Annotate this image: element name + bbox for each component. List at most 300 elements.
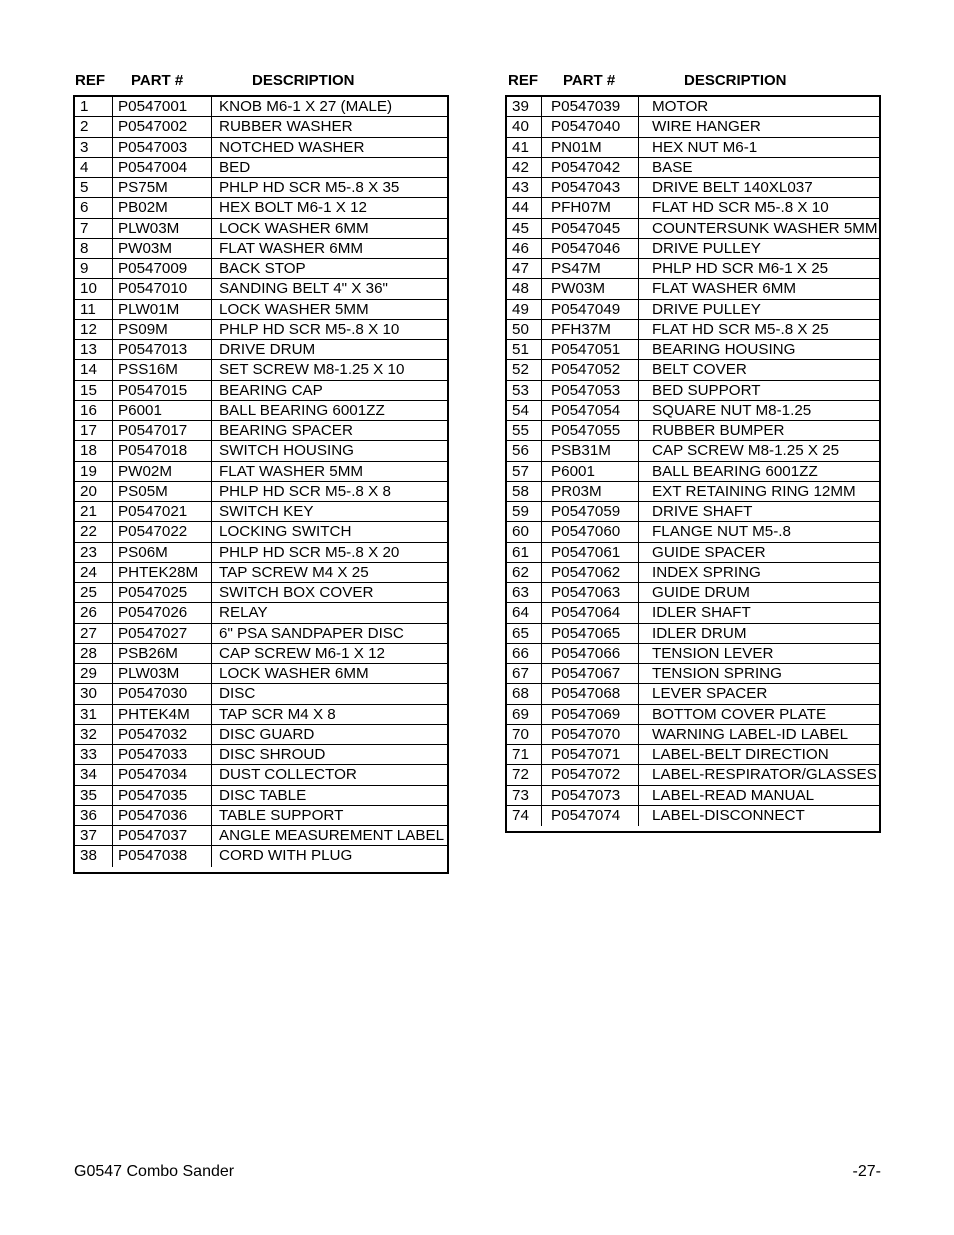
ref-cell: 19 [75, 462, 113, 481]
part-number-cell: P0547073 [542, 786, 639, 805]
description-cell: DISC SHROUD [219, 746, 326, 763]
ref-cell: 70 [507, 725, 542, 744]
part-number-cell: PLW03M [113, 219, 212, 238]
ref-cell: 66 [507, 644, 542, 663]
ref-cell: 14 [75, 360, 113, 379]
part-number-cell: P0547063 [542, 583, 639, 602]
table-row [507, 138, 879, 158]
description-cell: BASE [652, 158, 693, 176]
part-header: PART # [131, 72, 184, 89]
ref-header: REF [508, 72, 538, 89]
description-cell: MOTOR [652, 98, 709, 115]
table-row [507, 482, 879, 502]
table-row [507, 421, 879, 441]
description-cell: PHLP HD SCR M5-.8 X 10 [219, 320, 400, 338]
part-number-cell: P0547025 [113, 583, 212, 602]
part-number-cell: P0547068 [542, 684, 639, 703]
ref-cell: 12 [75, 320, 113, 339]
description-cell: TAP SCR M4 X 8 [219, 705, 336, 723]
table-row [75, 381, 447, 401]
description-cell: WARNING LABEL-ID LABEL [652, 725, 849, 743]
description-cell: TENSION SPRING [652, 665, 782, 682]
description-cell: LOCKING SWITCH [219, 523, 352, 541]
ref-cell: 74 [507, 806, 542, 826]
ref-cell: 45 [507, 219, 542, 238]
table-row [75, 563, 447, 583]
part-number-cell: PN01M [542, 138, 639, 157]
ref-cell: 47 [507, 259, 542, 278]
ref-cell: 22 [75, 522, 113, 541]
ref-cell: 65 [507, 624, 542, 643]
part-number-cell: P0547033 [113, 745, 212, 764]
part-number-cell: P0547059 [542, 502, 639, 521]
part-number-cell: PB02M [113, 198, 212, 217]
description-cell: SWITCH KEY [219, 503, 314, 520]
part-number-cell: PS09M [113, 320, 212, 339]
table-row [507, 360, 879, 380]
ref-cell: 46 [507, 239, 542, 258]
table-row [507, 563, 879, 583]
description-cell: EXT RETAINING RING 12MM [652, 482, 856, 500]
ref-cell: 34 [75, 765, 113, 784]
ref-cell: 9 [75, 259, 113, 278]
table-row [75, 543, 447, 563]
description-cell: LEVER SPACER [652, 685, 768, 703]
part-number-cell: P0547030 [113, 684, 212, 703]
part-number-cell: P0547067 [542, 664, 639, 683]
description-cell: FLAT WASHER 6MM [652, 280, 797, 298]
table-row [75, 522, 447, 542]
part-number-cell: PR03M [542, 482, 639, 501]
part-number-cell: PLW01M [113, 300, 212, 319]
table-row [75, 624, 447, 644]
ref-cell: 60 [507, 522, 542, 541]
part-number-cell: PS06M [113, 543, 212, 562]
table-row [507, 158, 879, 178]
table-row [507, 198, 879, 218]
description-cell: RUBBER BUMPER [652, 422, 785, 439]
ref-cell: 36 [75, 806, 113, 825]
ref-cell: 57 [507, 462, 542, 481]
ref-cell: 6 [75, 198, 113, 217]
description-cell: LOCK WASHER 5MM [219, 300, 369, 318]
part-number-cell: P0547049 [542, 300, 639, 319]
part-number-cell: P0547070 [542, 725, 639, 744]
ref-cell: 13 [75, 340, 113, 359]
part-number-cell: P0547038 [113, 846, 212, 866]
description-cell: LABEL-BELT DIRECTION [652, 746, 829, 763]
part-number-cell: P0547015 [113, 381, 212, 400]
part-number-cell: P0547045 [542, 219, 639, 238]
ref-cell: 2 [75, 117, 113, 136]
description-cell: DRIVE PULLEY [652, 300, 761, 318]
table-row [507, 340, 879, 360]
table-row [75, 279, 447, 299]
table-row [75, 684, 447, 704]
part-number-cell: PS05M [113, 482, 212, 501]
description-cell: LABEL-DISCONNECT [652, 806, 805, 824]
ref-cell: 7 [75, 219, 113, 238]
part-number-cell: P0547009 [113, 259, 212, 278]
table-row [507, 705, 879, 725]
table-row [507, 320, 879, 340]
part-number-cell: P6001 [113, 401, 212, 420]
table-row [75, 846, 447, 866]
description-cell: FLAT WASHER 5MM [219, 462, 364, 480]
part-number-cell: P0547052 [542, 360, 639, 379]
part-number-cell: P0547037 [113, 826, 212, 845]
ref-cell: 32 [75, 725, 113, 744]
ref-cell: 69 [507, 705, 542, 724]
ref-cell: 17 [75, 421, 113, 440]
ref-cell: 24 [75, 563, 113, 582]
table-row [507, 279, 879, 299]
description-cell: BALL BEARING 6001ZZ [652, 462, 818, 480]
table-row [75, 786, 447, 806]
part-number-cell: P0547021 [113, 502, 212, 521]
part-number-cell: P0547061 [542, 543, 639, 562]
ref-cell: 16 [75, 401, 113, 420]
ref-header: REF [75, 72, 105, 89]
ref-cell: 35 [75, 786, 113, 805]
ref-cell: 58 [507, 482, 542, 501]
part-number-cell: PS47M [542, 259, 639, 278]
description-cell: DRIVE SHAFT [652, 503, 753, 520]
part-number-cell: P0547040 [542, 117, 639, 136]
table-row [507, 117, 879, 137]
description-cell: SET SCREW M8-1.25 X 10 [219, 361, 405, 379]
ref-cell: 15 [75, 381, 113, 400]
ref-cell: 56 [507, 441, 542, 460]
description-cell: PHLP HD SCR M5-.8 X 20 [219, 543, 400, 561]
table-row [75, 664, 447, 684]
table-row [75, 603, 447, 623]
part-number-cell: PLW03M [113, 664, 212, 683]
table-row [75, 97, 447, 117]
table-row [507, 259, 879, 279]
part-number-cell: P0547072 [542, 765, 639, 784]
description-cell: CORD WITH PLUG [219, 847, 353, 865]
part-number-cell: PHTEK4M [113, 705, 212, 724]
description-cell: PHLP HD SCR M5-.8 X 35 [219, 179, 400, 196]
table-row [75, 441, 447, 461]
part-number-cell: P0547065 [542, 624, 639, 643]
description-cell: SWITCH BOX COVER [219, 584, 374, 601]
description-cell: SWITCH HOUSING [219, 442, 354, 460]
ref-cell: 26 [75, 603, 113, 622]
description-cell: BOTTOM COVER PLATE [652, 705, 827, 723]
description-header: DESCRIPTION [684, 72, 787, 89]
description-cell: LOCK WASHER 6MM [219, 219, 369, 237]
table-row [75, 178, 447, 198]
part-number-cell: P0547060 [542, 522, 639, 541]
ref-cell: 25 [75, 583, 113, 602]
table-row [75, 239, 447, 259]
description-cell: IDLER DRUM [652, 624, 747, 642]
table-row [75, 198, 447, 218]
ref-cell: 48 [507, 279, 542, 298]
table-row [507, 219, 879, 239]
table-row [507, 300, 879, 320]
table-row [75, 259, 447, 279]
ref-cell: 11 [75, 300, 113, 319]
part-number-cell: P0547004 [113, 158, 212, 177]
ref-cell: 5 [75, 178, 113, 197]
description-cell: LABEL-RESPIRATOR/GLASSES [652, 766, 877, 784]
ref-cell: 61 [507, 543, 542, 562]
ref-cell: 44 [507, 198, 542, 217]
ref-cell: 39 [507, 97, 542, 116]
table-row [507, 381, 879, 401]
table-row [507, 644, 879, 664]
table-row [75, 117, 447, 137]
part-number-cell: P0547054 [542, 401, 639, 420]
page-number: -27- [852, 1163, 881, 1180]
part-number-cell: P0547035 [113, 786, 212, 805]
table-row [507, 441, 879, 461]
part-number-cell: P6001 [542, 462, 639, 481]
table-row [507, 765, 879, 785]
description-cell: DRIVE PULLEY [652, 239, 761, 257]
parts-table-left [73, 95, 449, 874]
ref-cell: 67 [507, 664, 542, 683]
description-cell: HEX NUT M6-1 [652, 138, 758, 156]
table-row [75, 401, 447, 421]
description-cell: PHLP HD SCR M6-1 X 25 [652, 260, 829, 277]
table-row [507, 664, 879, 684]
table-row [75, 158, 447, 178]
description-cell: TAP SCREW M4 X 25 [219, 563, 369, 581]
part-number-cell: P0547043 [542, 178, 639, 197]
ref-cell: 37 [75, 826, 113, 845]
ref-cell: 8 [75, 239, 113, 258]
part-number-cell: P0547013 [113, 340, 212, 359]
ref-cell: 72 [507, 765, 542, 784]
description-cell: PHLP HD SCR M5-.8 X 8 [219, 482, 391, 500]
description-cell: SANDING BELT 4" X 36" [219, 280, 388, 298]
description-cell: BEARING HOUSING [652, 341, 796, 358]
ref-cell: 1 [75, 97, 113, 116]
part-number-cell: PW03M [542, 279, 639, 298]
description-cell: GUIDE DRUM [652, 584, 750, 601]
part-number-cell: PFH37M [542, 320, 639, 339]
description-cell: SQUARE NUT M8-1.25 [652, 401, 812, 419]
description-cell: FLAT HD SCR M5-.8 X 10 [652, 199, 829, 217]
ref-cell: 31 [75, 705, 113, 724]
description-cell: BALL BEARING 6001ZZ [219, 401, 385, 419]
part-number-cell: P0547032 [113, 725, 212, 744]
part-number-cell: PFH07M [542, 198, 639, 217]
part-number-cell: P0547051 [542, 340, 639, 359]
table-row [507, 624, 879, 644]
description-cell: BEARING SPACER [219, 422, 353, 439]
part-number-cell: P0547055 [542, 421, 639, 440]
part-number-cell: P0547062 [542, 563, 639, 582]
part-header: PART # [563, 72, 616, 89]
description-cell: 6" PSA SANDPAPER DISC [219, 624, 404, 642]
ref-cell: 40 [507, 117, 542, 136]
description-cell: DISC [219, 685, 256, 703]
ref-cell: 49 [507, 300, 542, 319]
table-row [75, 340, 447, 360]
table-row [507, 97, 879, 117]
ref-cell: 54 [507, 401, 542, 420]
ref-cell: 28 [75, 644, 113, 663]
table-row [75, 482, 447, 502]
table-row [75, 705, 447, 725]
table-row [507, 806, 879, 826]
part-number-cell: P0547017 [113, 421, 212, 440]
part-number-cell: P0547042 [542, 158, 639, 177]
ref-cell: 64 [507, 603, 542, 622]
ref-cell: 30 [75, 684, 113, 703]
table-row [75, 360, 447, 380]
description-cell: IDLER SHAFT [652, 604, 751, 622]
description-header: DESCRIPTION [252, 72, 355, 89]
part-number-cell: P0547046 [542, 239, 639, 258]
description-cell: DRIVE BELT 140XL037 [652, 179, 813, 196]
description-cell: FLAT HD SCR M5-.8 X 25 [652, 320, 829, 338]
part-number-cell: P0547069 [542, 705, 639, 724]
description-cell: CAP SCREW M6-1 X 12 [219, 644, 385, 662]
description-cell: COUNTERSUNK WASHER 5MM [652, 219, 878, 237]
ref-cell: 62 [507, 563, 542, 582]
table-row [75, 421, 447, 441]
table-row [75, 502, 447, 522]
part-number-cell: PHTEK28M [113, 563, 212, 582]
table-row [75, 462, 447, 482]
description-cell: INDEX SPRING [652, 563, 761, 581]
table-row [75, 138, 447, 158]
part-number-cell: PSB31M [542, 441, 639, 460]
ref-cell: 20 [75, 482, 113, 501]
description-cell: DISC TABLE [219, 786, 307, 804]
table-row [507, 462, 879, 482]
table-row [507, 725, 879, 745]
ref-cell: 29 [75, 664, 113, 683]
table-row [507, 583, 879, 603]
table-row [75, 826, 447, 846]
ref-cell: 53 [507, 381, 542, 400]
description-cell: TENSION LEVER [652, 644, 774, 662]
description-cell: RUBBER WASHER [219, 118, 353, 136]
part-number-cell: P0547018 [113, 441, 212, 460]
part-number-cell: PSS16M [113, 360, 212, 379]
description-cell: KNOB M6-1 X 27 (MALE) [219, 98, 393, 115]
part-number-cell: P0547010 [113, 279, 212, 298]
ref-cell: 71 [507, 745, 542, 764]
ref-cell: 18 [75, 441, 113, 460]
description-cell: BEARING CAP [219, 381, 323, 399]
ref-cell: 63 [507, 583, 542, 602]
part-number-cell: P0547026 [113, 603, 212, 622]
part-number-cell: PW03M [113, 239, 212, 258]
ref-cell: 59 [507, 502, 542, 521]
description-cell: ANGLE MEASUREMENT LABEL [219, 827, 445, 844]
right-column-headers [0, 72, 954, 90]
description-cell: BED [219, 158, 251, 176]
description-cell: BELT COVER [652, 361, 747, 379]
part-number-cell: PW02M [113, 462, 212, 481]
part-number-cell: P0547022 [113, 522, 212, 541]
description-cell: BED SUPPORT [652, 381, 761, 399]
ref-cell: 27 [75, 624, 113, 643]
table-row [507, 786, 879, 806]
ref-cell: 68 [507, 684, 542, 703]
description-cell: DISC GUARD [219, 725, 315, 743]
description-cell: DRIVE DRUM [219, 341, 316, 358]
description-cell: LOCK WASHER 6MM [219, 665, 369, 682]
ref-cell: 51 [507, 340, 542, 359]
part-number-cell: P0547036 [113, 806, 212, 825]
ref-cell: 43 [507, 178, 542, 197]
table-row [507, 522, 879, 542]
part-number-cell: P0547066 [542, 644, 639, 663]
description-cell: BACK STOP [219, 260, 306, 277]
part-number-cell: P0547053 [542, 381, 639, 400]
table-row [507, 684, 879, 704]
part-number-cell: P0547039 [542, 97, 639, 116]
table-row [507, 239, 879, 259]
part-number-cell: P0547074 [542, 806, 639, 826]
description-cell: FLANGE NUT M5-.8 [652, 523, 791, 541]
description-cell: CAP SCREW M8-1.25 X 25 [652, 442, 840, 460]
ref-cell: 4 [75, 158, 113, 177]
description-cell: NOTCHED WASHER [219, 138, 365, 156]
table-row [75, 583, 447, 603]
table-row [507, 543, 879, 563]
table-row [75, 300, 447, 320]
table-row [507, 502, 879, 522]
ref-cell: 55 [507, 421, 542, 440]
ref-cell: 42 [507, 158, 542, 177]
table-row [75, 745, 447, 765]
ref-cell: 73 [507, 786, 542, 805]
part-number-cell: PS75M [113, 178, 212, 197]
table-row [75, 725, 447, 745]
description-cell: FLAT WASHER 6MM [219, 239, 364, 257]
parts-table-right [505, 95, 881, 833]
table-row [507, 401, 879, 421]
description-cell: TABLE SUPPORT [219, 806, 344, 824]
description-cell: HEX BOLT M6-1 X 12 [219, 199, 367, 217]
description-cell: LABEL-READ MANUAL [652, 786, 815, 804]
table-row [75, 765, 447, 785]
part-number-cell: P0547003 [113, 138, 212, 157]
ref-cell: 33 [75, 745, 113, 764]
part-number-cell: P0547064 [542, 603, 639, 622]
footer-title: G0547 Combo Sander [74, 1163, 235, 1180]
ref-cell: 52 [507, 360, 542, 379]
ref-cell: 50 [507, 320, 542, 339]
table-row [75, 320, 447, 340]
part-number-cell: P0547002 [113, 117, 212, 136]
description-cell: GUIDE SPACER [652, 543, 766, 561]
part-number-cell: P0547027 [113, 624, 212, 643]
description-cell: WIRE HANGER [652, 118, 761, 136]
ref-cell: 23 [75, 543, 113, 562]
part-number-cell: P0547071 [542, 745, 639, 764]
part-number-cell: PSB26M [113, 644, 212, 663]
ref-cell: 10 [75, 279, 113, 298]
table-row [75, 644, 447, 664]
table-row [75, 219, 447, 239]
ref-cell: 3 [75, 138, 113, 157]
description-cell: DUST COLLECTOR [219, 766, 357, 784]
table-row [507, 178, 879, 198]
table-row [75, 806, 447, 826]
part-number-cell: P0547034 [113, 765, 212, 784]
